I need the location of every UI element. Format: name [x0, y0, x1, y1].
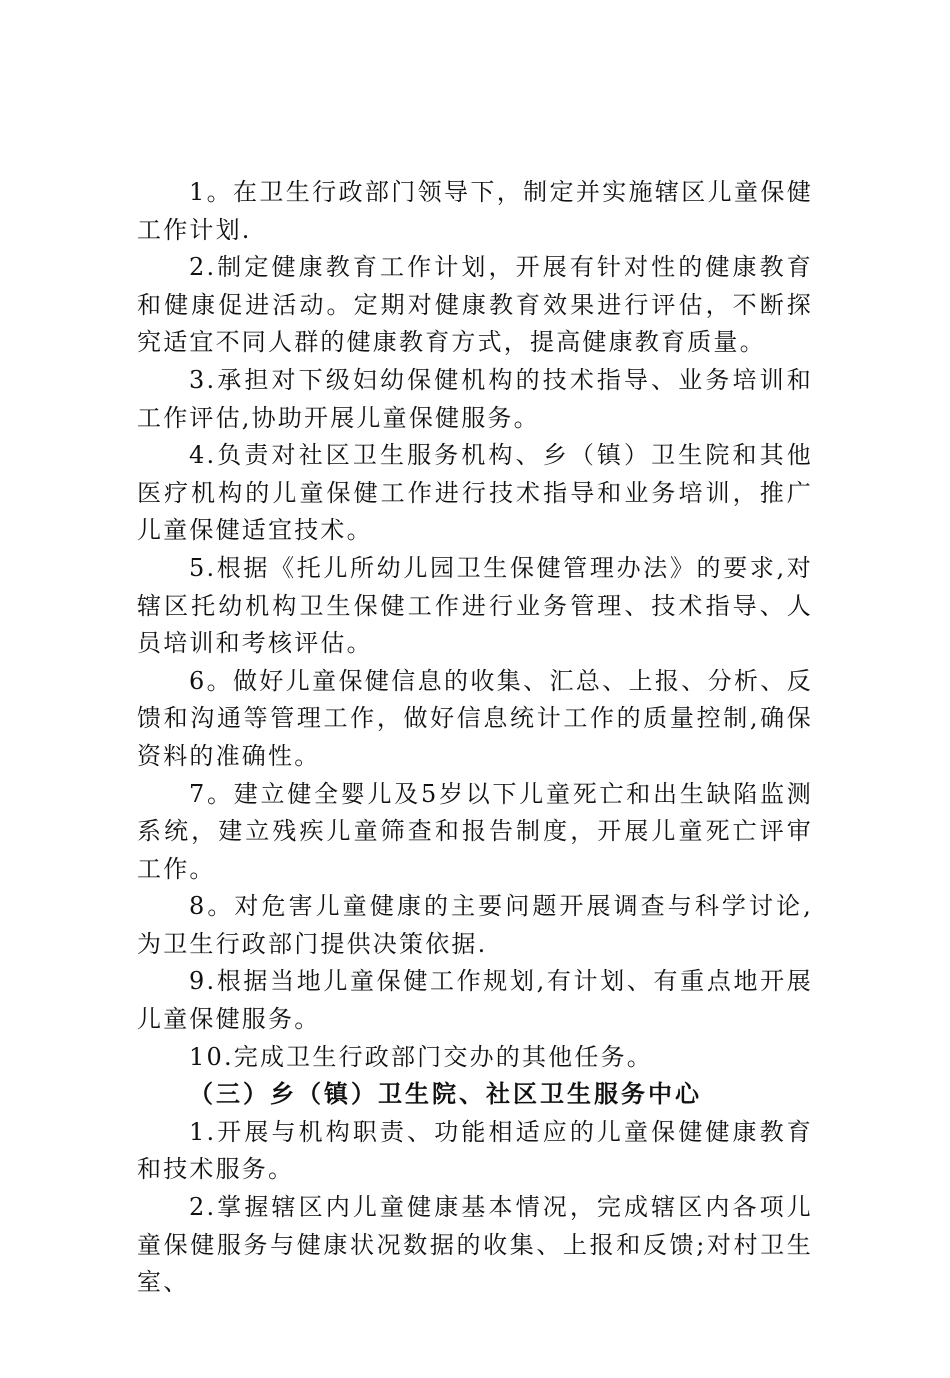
paragraph-item-2: 2.制定健康教育工作计划，开展有针对性的健康教育和健康促进活动。定期对健康教育效果进行评估，不断探究适宜不同人群的健康教育方式，提高健康教育质量。: [137, 253, 813, 357]
section-heading: （三）乡（镇）卫生院、社区卫生服务中心: [189, 1080, 702, 1109]
paragraph-item-5: 5.根据《托儿所幼儿园卫生保健管理办法》的要求,对辖区托幼机构卫生保健工作进行业务管理、技术指导、人员培训和考核评估。: [137, 553, 813, 658]
paragraph-item-7: 7。建立健全婴儿及5岁以下儿童死亡和出生缺陷监测系统，建立残疾儿童筛查和报告制度，开展儿童死亡评审工作。: [137, 779, 813, 883]
paragraph-item-4: 4.负责对社区卫生服务机构、乡（镇）卫生院和其他医疗机构的儿童保健工作进行技术指导和业务培训，推广儿童保健适宜技术。: [137, 441, 813, 545]
document-body: [137, 174, 813, 1302]
paragraph-item-10: 10.完成卫生行政部门交办的其他任务。: [189, 1042, 653, 1071]
paragraph-item-6: 6。做好儿童保健信息的收集、汇总、上报、分析、反馈和沟通等管理工作，做好信息统计工作的质量控制,确保资料的准确性。: [137, 666, 813, 770]
section-paragraph-item-2: 2.掌握辖区内儿童健康基本情况，完成辖区内各项儿童保健服务与健康状况数据的收集、上报和反馈;对村卫生室、: [137, 1193, 813, 1297]
paragraph-item-3: 3.承担对下级妇幼保健机构的技术指导、业务培训和工作评估,协助开展儿童保健服务。: [137, 365, 813, 432]
paragraph-item-9: 9.根据当地儿童保健工作规划,有计划、有重点地开展儿童保健服务。: [137, 967, 813, 1034]
paragraph-item-1: 1。在卫生行政部门领导下，制定并实施辖区儿童保健工作计划.: [137, 178, 813, 244]
paragraph-item-8: 8。对危害儿童健康的主要问题开展调查与科学讨论,为卫生行政部门提供决策依据.: [137, 892, 813, 958]
section-paragraph-item-1: 1.开展与机构职责、功能相适应的儿童保健健康教育和技术服务。: [137, 1117, 813, 1184]
